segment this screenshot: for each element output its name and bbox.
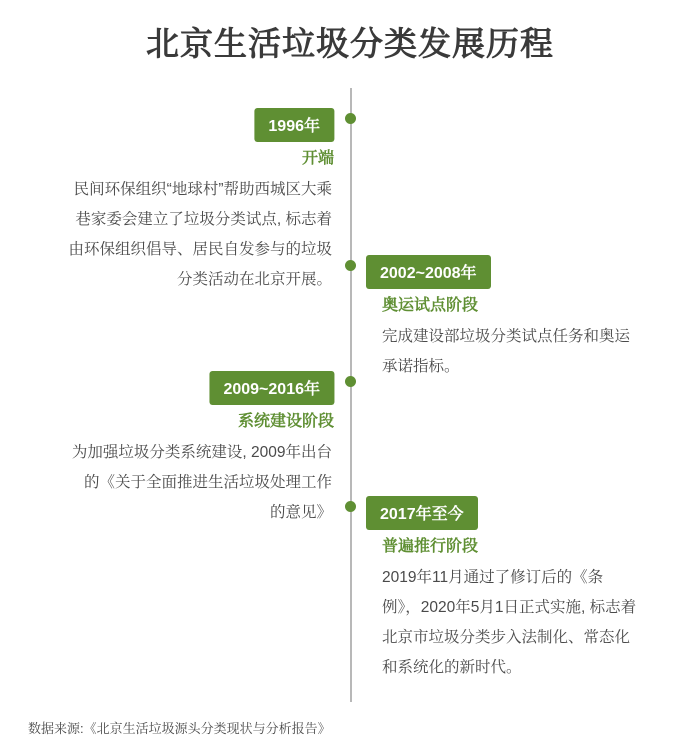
timeline-period-label: 2002~2008年 xyxy=(366,255,491,289)
timeline-node-dot xyxy=(345,113,356,124)
timeline-stage-label: 开端 xyxy=(301,150,334,167)
timeline-stage-label: 系统建设阶段 xyxy=(237,413,334,430)
timeline-stage-label: 奥运试点阶段 xyxy=(382,297,479,314)
source-note: 数据来源:《北京生活垃圾源头分类现状与分析报告》 xyxy=(28,721,331,736)
timeline-description: 为加强垃圾分类系统建设, 2009年出台的《关于全面推进生活垃圾处理工作的意见》 xyxy=(71,444,332,521)
page-title: 北京生活垃圾分类发展历程 xyxy=(146,25,554,62)
timeline-period-label: 1996年 xyxy=(254,108,334,142)
timeline-axis xyxy=(350,88,352,702)
timeline-description: 完成建设部垃圾分类试点任务和奥运承诺指标。 xyxy=(382,328,631,375)
timeline-period-label: 2017年至今 xyxy=(366,496,478,530)
timeline-description: 民间环保组织“地球村”帮助西城区大乘巷家委会建立了垃圾分类试点, 标志着由环保组织倡导、居民自发参与的垃圾分类活动在北京开展。 xyxy=(68,181,332,288)
timeline-node-dot xyxy=(345,376,356,387)
timeline-description: 2019年11月通过了修订后的《条例》，2020年5月1日正式实施, 标志着北京市垃圾分类步入法制化、常态化和系统化的新时代。 xyxy=(382,569,637,676)
timeline-node-dot xyxy=(345,501,356,512)
timeline-period-label: 2009~2016年 xyxy=(209,371,334,405)
timeline-stage-label: 普遍推行阶段 xyxy=(382,538,479,555)
timeline-node-dot xyxy=(345,260,356,271)
